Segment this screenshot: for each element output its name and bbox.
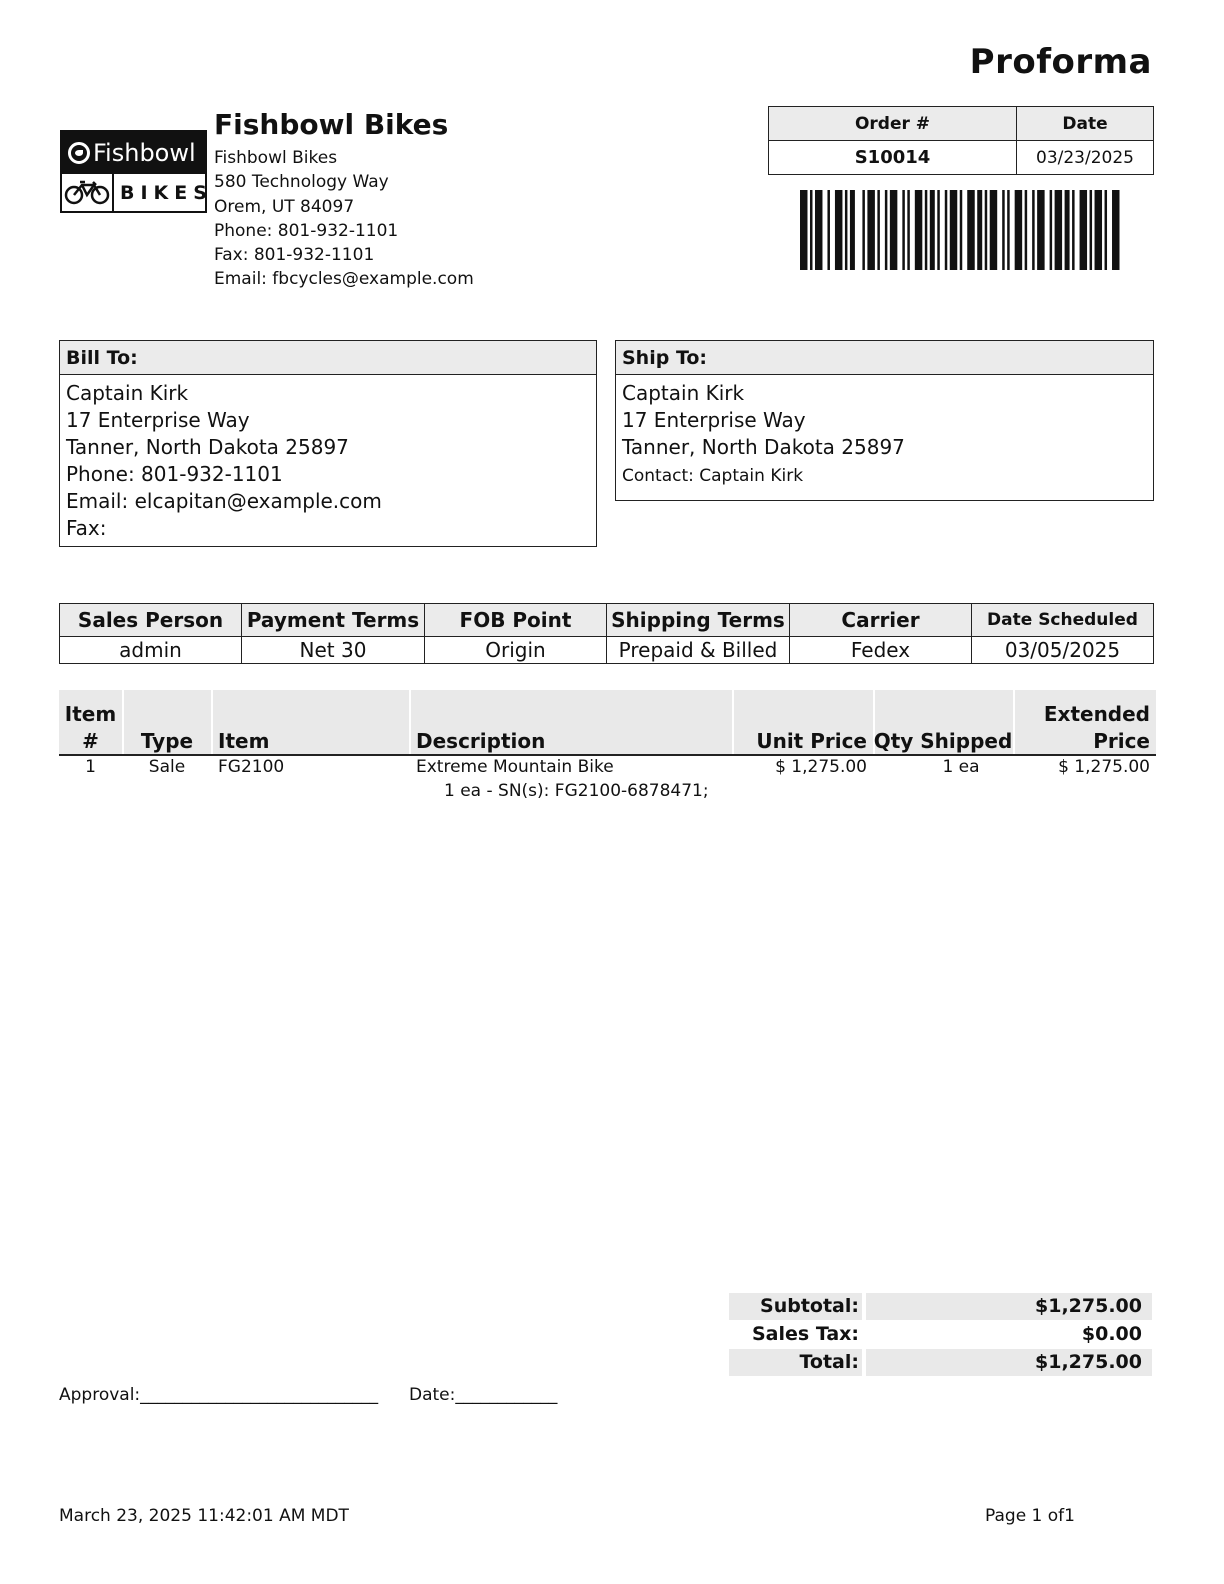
barcode-bar	[1112, 190, 1119, 270]
bill-to-line: Phone: 801-932-1101	[66, 462, 283, 486]
company-line: Fishbowl Bikes	[214, 148, 338, 168]
bill-to-box	[59, 340, 597, 547]
barcode-bar	[990, 190, 997, 270]
logo-bottom-band	[62, 174, 213, 211]
terms-header: Date Scheduled	[972, 604, 1154, 637]
bill-to-line: Fax:	[66, 516, 107, 540]
bicycle-icon	[62, 174, 114, 211]
barcode-bar	[862, 190, 865, 270]
total-row	[729, 1349, 1152, 1376]
ship-to-line: Captain Kirk	[622, 381, 745, 405]
barcode-bar	[985, 190, 988, 270]
barcode-bar	[945, 190, 948, 270]
approval-line: Approval:____________________________	[59, 1385, 379, 1405]
order-number-label: Order #	[769, 107, 1017, 141]
row-item: FG2100	[218, 757, 285, 777]
sales-tax-label: Sales Tax:	[751, 1323, 859, 1345]
barcode-bar	[850, 190, 855, 270]
order-date: 03/23/2025	[1017, 141, 1154, 175]
row-serial-numbers: 1 ea - SN(s): FG2100-6878471;	[444, 781, 709, 801]
row-extended-price: $ 1,275.00	[1058, 757, 1150, 777]
payment-terms: Net 30	[242, 637, 425, 664]
document-title: Proforma	[969, 42, 1152, 82]
bill-to-line: Tanner, North Dakota 25897	[66, 435, 349, 459]
company-line: Email: fbcycles@example.com	[214, 269, 474, 290]
page-number: Page 1 of1	[985, 1506, 1075, 1526]
sales-tax-value: $0.00	[1081, 1323, 1142, 1345]
barcode-bar	[1015, 190, 1022, 270]
header-item: Item	[218, 729, 270, 753]
barcode-bar	[1007, 190, 1010, 270]
terms-header: Shipping Terms	[607, 604, 790, 637]
company-line: Fax: 801-932-1101	[214, 245, 375, 266]
barcode-bar	[977, 190, 982, 270]
barcode-bar	[907, 190, 910, 270]
header-description: Description	[416, 729, 546, 753]
terms-header: FOB Point	[425, 604, 607, 637]
logo-top-text: Fishbowl	[93, 139, 196, 167]
barcode-bar	[1025, 190, 1028, 270]
fish-icon	[68, 142, 90, 164]
bill-to-heading: Bill To:	[60, 341, 596, 375]
barcode-bar	[902, 190, 905, 270]
row-item-number: 1	[85, 757, 96, 777]
header-extended-price: Extended Price	[1043, 702, 1150, 753]
barcode-bar	[1037, 190, 1044, 270]
barcode-bar	[867, 190, 874, 270]
barcode-bar	[845, 190, 848, 270]
header-unit-price: Unit Price	[756, 729, 867, 753]
terms-header: Carrier	[790, 604, 972, 637]
row-description: Extreme Mountain Bike	[416, 757, 614, 777]
ship-to-box	[615, 340, 1154, 501]
barcode-bar	[890, 190, 897, 270]
company-address	[214, 146, 474, 292]
company-logo	[60, 130, 213, 213]
barcode-bar	[810, 190, 813, 270]
header-qty-shipped: Qty Shipped	[873, 729, 1013, 753]
ship-to-heading: Ship To:	[616, 341, 1153, 375]
company-line: 580 Technology Way	[214, 172, 389, 193]
barcode-bar	[960, 190, 963, 270]
ship-to-contact: Contact: Captain Kirk	[622, 466, 804, 486]
terms-header: Sales Person	[60, 604, 242, 637]
logo-bottom-text: BIKES	[120, 181, 213, 204]
barcode-bar	[1090, 190, 1093, 270]
header-item-number: Item #	[64, 702, 117, 753]
terms-table	[59, 603, 1154, 664]
barcode-bar	[967, 190, 974, 270]
barcode-bar	[1032, 190, 1035, 270]
barcode-bar	[1002, 190, 1005, 270]
barcode-bar	[950, 190, 957, 270]
barcode-bar	[800, 190, 807, 270]
barcode-bar	[925, 190, 928, 270]
barcode-bar	[1095, 190, 1102, 270]
barcode-bar	[835, 190, 842, 270]
company-line: Orem, UT 84097	[214, 196, 355, 217]
bill-to-line: 17 Enterprise Way	[66, 408, 250, 432]
barcode-bar	[1055, 190, 1062, 270]
total-value: $1,275.00	[1035, 1351, 1142, 1373]
date-scheduled: 03/05/2025	[972, 637, 1154, 664]
logo-top-band	[62, 132, 205, 174]
subtotal-row	[729, 1293, 1152, 1320]
barcode-bar	[1105, 190, 1108, 270]
subtotal-value: $1,275.00	[1035, 1295, 1142, 1317]
row-type: Sale	[148, 757, 186, 777]
barcode-bar	[937, 190, 940, 270]
order-info-table	[768, 106, 1154, 175]
barcode-bar	[1050, 190, 1053, 270]
order-number: S10014	[769, 141, 1017, 175]
bill-to-line: Email: elcapitan@example.com	[66, 489, 382, 513]
shipping-terms: Prepaid & Billed	[607, 637, 790, 664]
barcode-bar	[885, 190, 888, 270]
barcode-bar	[827, 190, 830, 270]
order-date-label: Date	[1017, 107, 1154, 141]
print-timestamp: March 23, 2025 11:42:01 AM MDT	[59, 1506, 349, 1526]
carrier: Fedex	[790, 637, 972, 664]
terms-header: Payment Terms	[242, 604, 425, 637]
barcode-bar	[1072, 190, 1075, 270]
fob-point: Origin	[425, 637, 607, 664]
ship-to-line: Tanner, North Dakota 25897	[622, 435, 905, 459]
barcode-bar	[877, 190, 880, 270]
barcode-bar	[815, 190, 822, 270]
sales-person: admin	[60, 637, 242, 664]
barcode-bar	[915, 190, 922, 270]
company-line: Phone: 801-932-1101	[214, 220, 399, 241]
approval-date-line: Date:____________	[409, 1385, 558, 1405]
company-name: Fishbowl Bikes	[214, 108, 449, 141]
barcode-bar	[1080, 190, 1087, 270]
row-unit-price: $ 1,275.00	[775, 757, 867, 777]
row-qty-shipped: 1 ea	[942, 757, 980, 777]
bill-to-line: Captain Kirk	[66, 381, 189, 405]
barcode-bar	[1065, 190, 1070, 270]
subtotal-label: Subtotal:	[760, 1295, 859, 1317]
ship-to-line: 17 Enterprise Way	[622, 408, 806, 432]
header-type: Type	[140, 729, 194, 753]
barcode	[800, 190, 1122, 270]
total-label: Total:	[799, 1351, 859, 1373]
sales-tax-row	[729, 1321, 1152, 1348]
barcode-bar	[930, 190, 935, 270]
